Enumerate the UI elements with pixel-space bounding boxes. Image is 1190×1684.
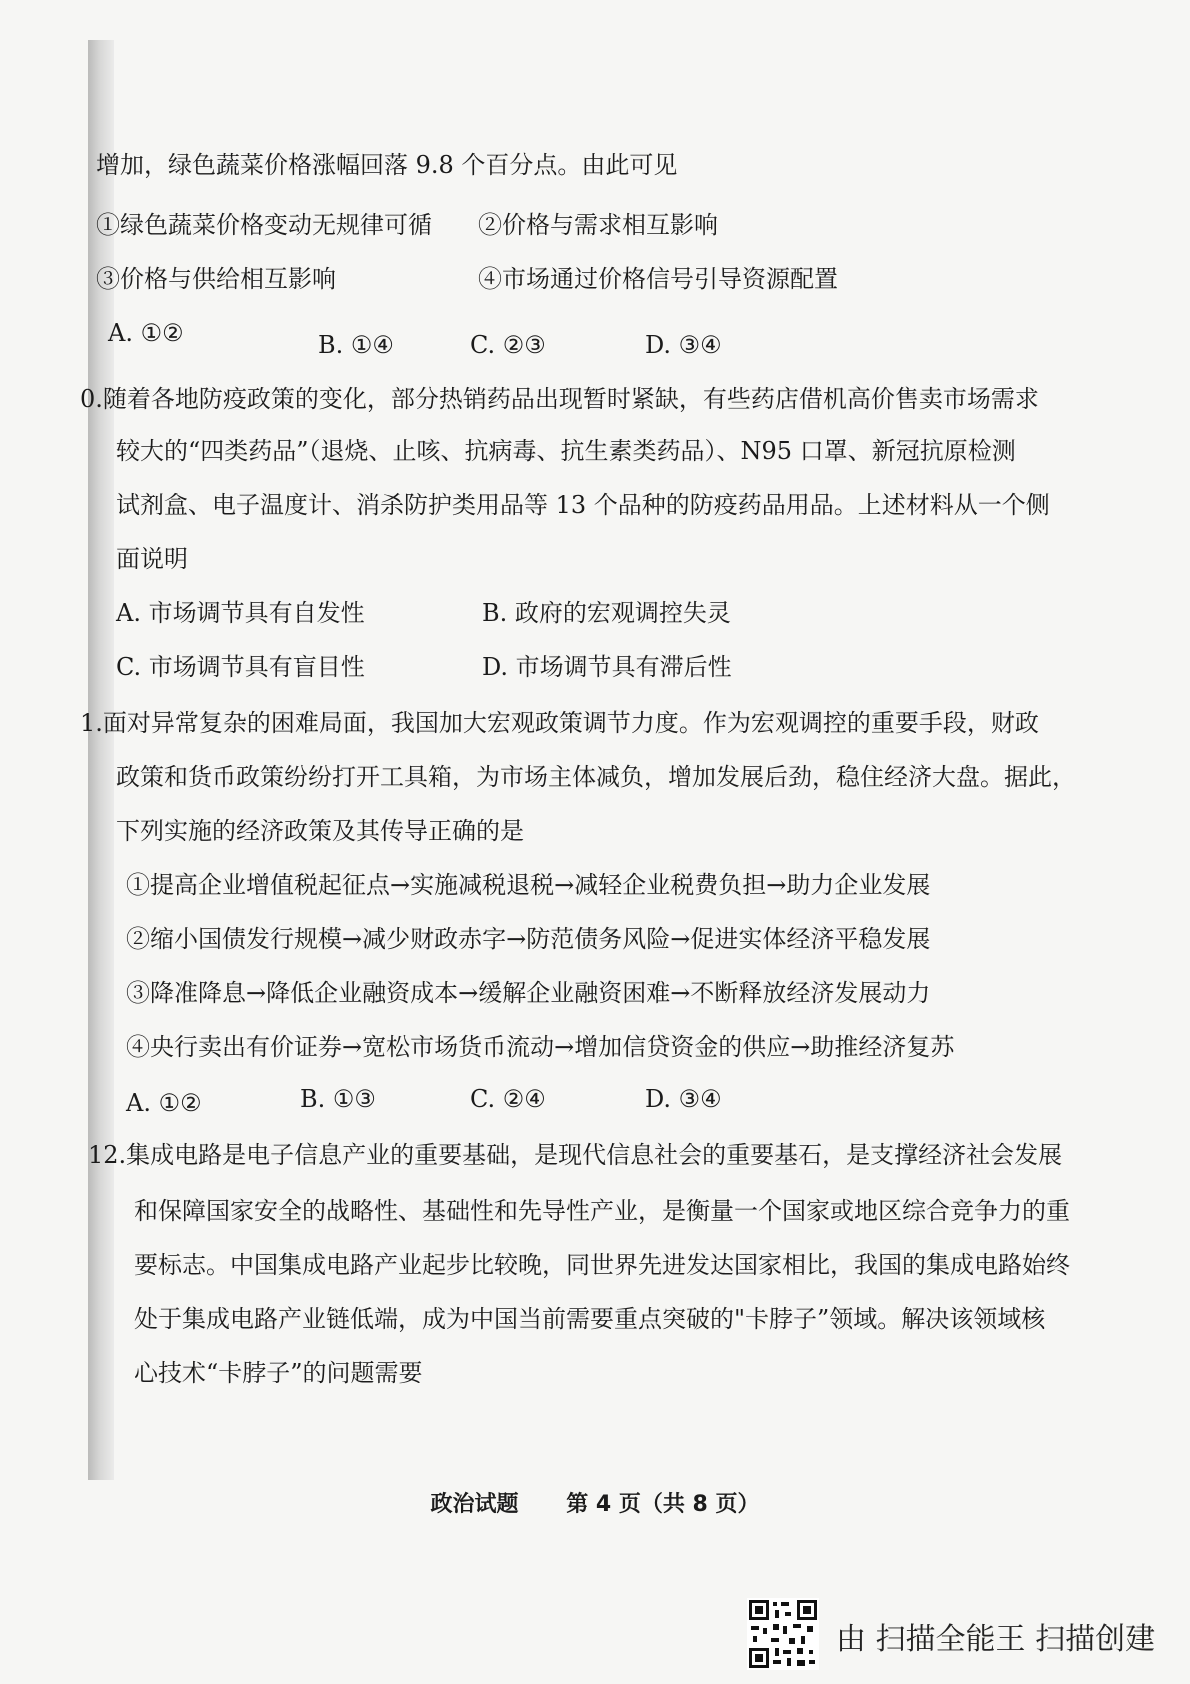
text-line: ④央行卖出有价证券→宽松市场货币流动→增加信贷资金的供应→助推经济复苏 xyxy=(126,1033,955,1061)
text-line: ③降准降息→降低企业融资成本→缓解企业融资困难→不断释放经济发展动力 xyxy=(126,979,931,1007)
text-line: C. 市场调节具有盲目性 xyxy=(116,653,365,681)
text-line: 面说明 xyxy=(116,545,188,573)
text-line: C. ②④ xyxy=(470,1085,546,1113)
text-line: 增加，绿色蔬菜价格涨幅回落 9.8 个百分点。由此可见 xyxy=(96,151,678,179)
text-line: 处于集成电路产业链低端，成为中国当前需要重点突破的"卡脖子”领域。解决该领域核 xyxy=(134,1305,1046,1333)
text-line: D. ③④ xyxy=(645,1085,722,1113)
text-line: 要标志。中国集成电路产业起步比较晚，同世界先进发达国家相比，我国的集成电路始终 xyxy=(134,1251,1070,1279)
text-line: B. ①④ xyxy=(318,331,394,359)
qr-code-icon xyxy=(747,1598,819,1670)
text-line: A. ①② xyxy=(126,1089,202,1117)
text-line: 1.面对异常复杂的困难局面，我国加大宏观政策调节力度。作为宏观调控的重要手段，财政 xyxy=(80,709,1039,737)
text-line: A. 市场调节具有自发性 xyxy=(116,599,365,627)
binding-shadow xyxy=(88,40,114,1480)
text-line: 和保障国家安全的战略性、基础性和先导性产业，是衡量一个国家或地区综合竞争力的重 xyxy=(134,1197,1070,1225)
text-line: B. ①③ xyxy=(300,1085,376,1113)
text-line: ④市场通过价格信号引导资源配置 xyxy=(478,265,838,293)
text-line: 0.随着各地防疫政策的变化，部分热销药品出现暂时紧缺，有些药店借机高价售卖市场需求 xyxy=(80,385,1039,413)
footer-page-number: 第 4 页（共 8 页） xyxy=(566,1492,760,1517)
text-line: ②缩小国债发行规模→减少财政赤字→防范债务风险→促进实体经济平稳发展 xyxy=(126,925,931,953)
text-line: ①绿色蔬菜价格变动无规律可循 xyxy=(96,211,432,239)
text-line: 下列实施的经济政策及其传导正确的是 xyxy=(116,817,524,845)
text-line: 12.集成电路是电子信息产业的重要基础，是现代信息社会的重要基石，是支撑经济社会发展 xyxy=(88,1141,1063,1169)
text-line: 政策和货币政策纷纷打开工具箱，为市场主体减负，增加发展后劲，稳住经济大盘。据此， xyxy=(116,763,1076,791)
text-line: 较大的“四类药品”（退烧、止咳、抗病毒、抗生素类药品）、N95 口罩、新冠抗原检测 xyxy=(116,437,1016,465)
text-line: D. 市场调节具有滞后性 xyxy=(482,653,732,681)
scanner-caption: 由 扫描全能王 扫描创建 xyxy=(836,1622,1156,1657)
text-line: 心技术“卡脖子”的问题需要 xyxy=(134,1359,423,1387)
page-footer xyxy=(0,1487,1190,1518)
text-line: C. ②③ xyxy=(470,331,546,359)
text-line: B. 政府的宏观调控失灵 xyxy=(482,599,731,627)
footer-subject: 政治试题 xyxy=(430,1492,519,1517)
text-line: ①提高企业增值税起征点→实施减税退税→减轻企业税费负担→助力企业发展 xyxy=(126,871,931,899)
text-line: 试剂盒、电子温度计、消杀防护类用品等 13 个品种的防疫药品用品。上述材料从一个侧 xyxy=(116,491,1050,519)
text-line: A. ①② xyxy=(108,319,184,347)
text-line: ②价格与需求相互影响 xyxy=(478,211,718,239)
text-line: ③价格与供给相互影响 xyxy=(96,265,336,293)
text-line: D. ③④ xyxy=(645,331,722,359)
